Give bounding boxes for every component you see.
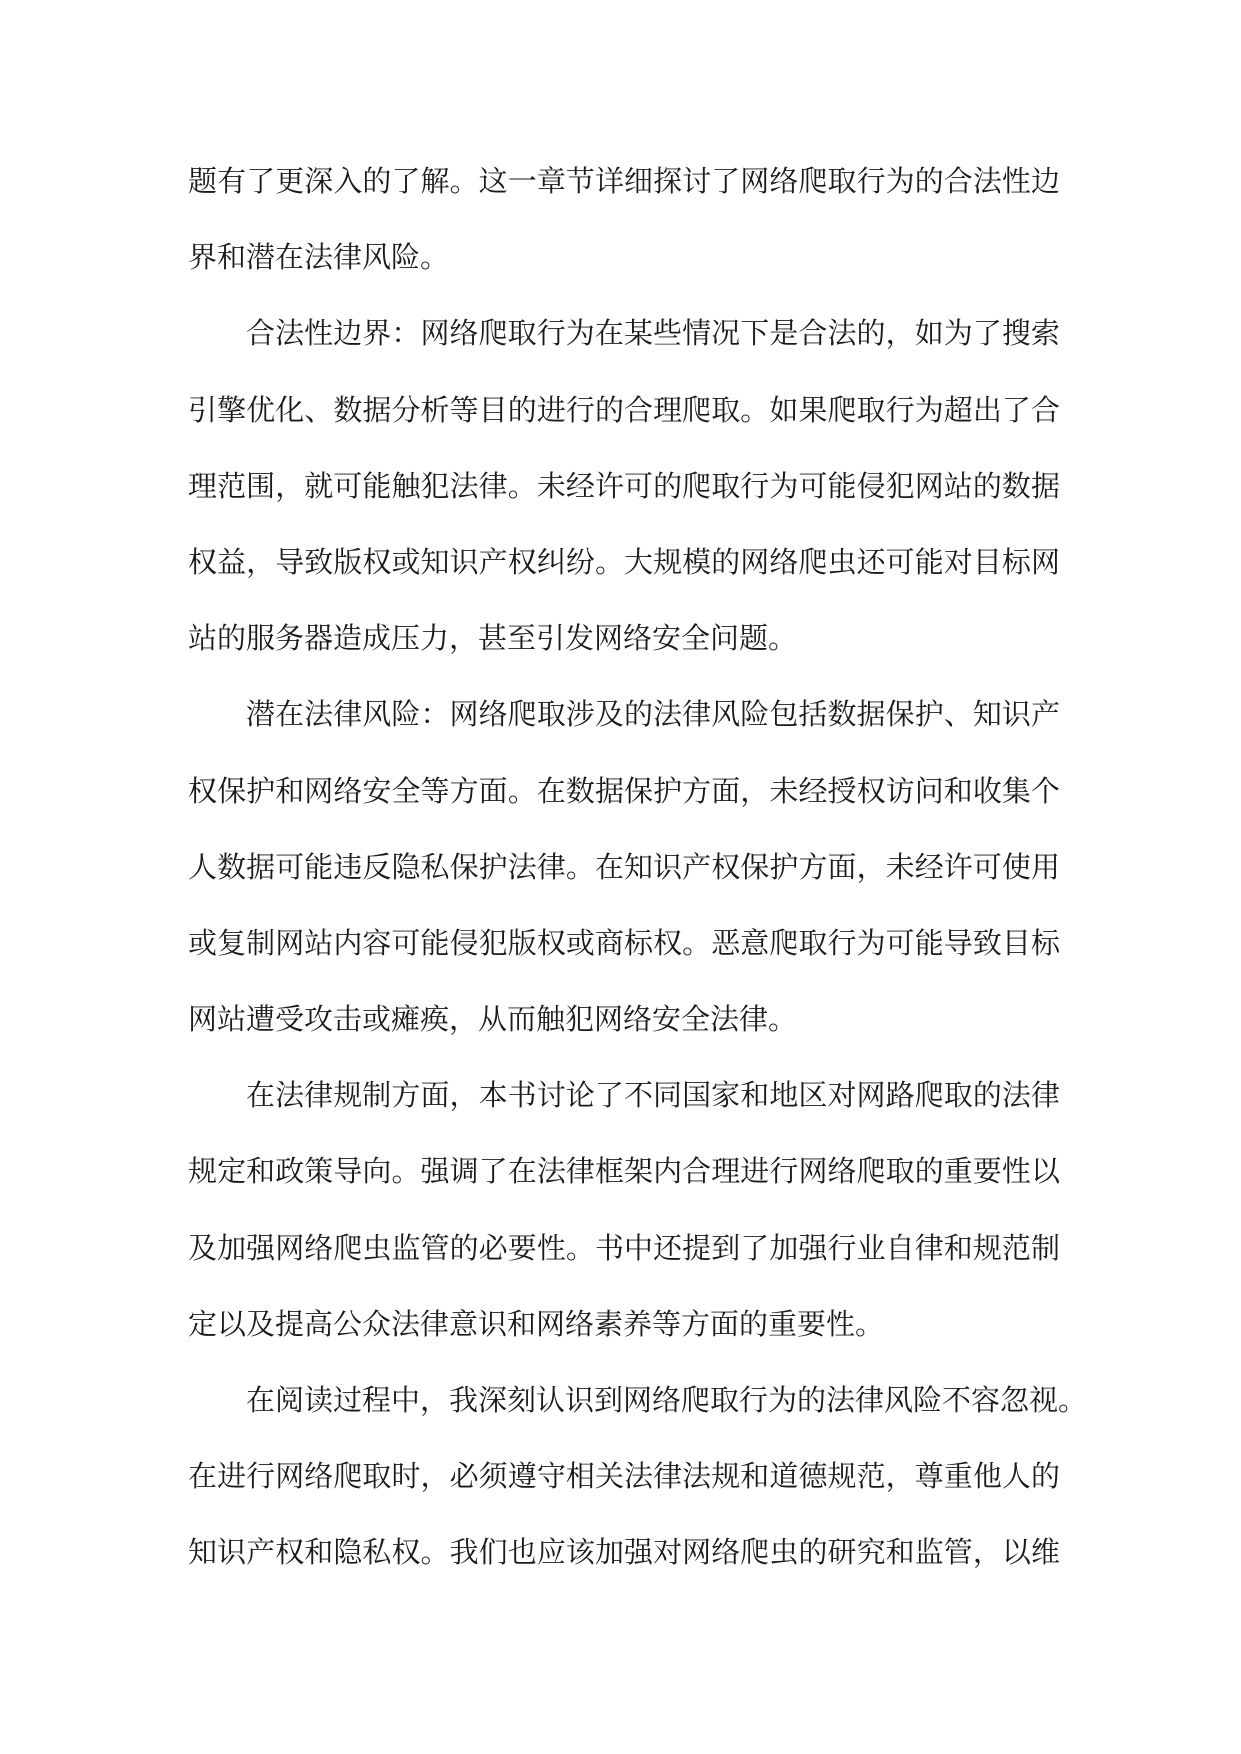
text-line: 潜在法律风险：网络爬取涉及的法律风险包括数据保护、知识产 xyxy=(246,697,1060,732)
text-line: 界和潜在法律风险。 xyxy=(188,240,450,275)
text-line: 定以及提高公众法律意识和网络素养等方面的重要性。 xyxy=(188,1306,885,1341)
text-line: 在法律规制方面，本书讨论了不同国家和地区对网路爬取的法律 xyxy=(246,1078,1060,1113)
text-line: 合法性边界：网络爬取行为在某些情况下是合法的，如为了搜索 xyxy=(246,316,1060,351)
text-line: 网站遭受攻击或瘫痪，从而触犯网络安全法律。 xyxy=(188,1002,798,1037)
text-line: 引擎优化、数据分析等目的进行的合理爬取。如果爬取行为超出了合 xyxy=(188,392,1060,427)
text-line: 权益，导致版权或知识产权纠纷。大规模的网络爬虫还可能对目标网 xyxy=(188,544,1060,579)
text-line: 题有了更深入的了解。这一章节详细探讨了网络爬取行为的合法性边 xyxy=(188,164,1060,198)
text-line: 人数据可能违反隐私保护法律。在知识产权保护方面，未经许可使用 xyxy=(188,849,1060,884)
text-line: 权保护和网络安全等方面。在数据保护方面，未经授权访问和收集个 xyxy=(188,773,1060,808)
text-line: 规定和政策导向。强调了在法律框架内合理进行网络爬取的重要性以 xyxy=(188,1154,1060,1189)
body-text xyxy=(188,143,1088,1591)
text-line: 知识产权和隐私权。我们也应该加强对网络爬虫的研究和监管，以维 xyxy=(188,1535,1060,1570)
text-line: 在进行网络爬取时，必须遵守相关法律法规和道德规范，尊重他人的 xyxy=(188,1459,1060,1494)
text-line: 及加强网络爬虫监管的必要性。书中还提到了加强行业自律和规范制 xyxy=(188,1230,1060,1265)
text-line: 理范围，就可能触犯法律。未经许可的爬取行为可能侵犯网站的数据 xyxy=(188,468,1060,503)
text-line: 或复制网站内容可能侵犯版权或商标权。恶意爬取行为可能导致目标 xyxy=(188,925,1060,960)
text-line: 站的服务器造成压力，甚至引发网络安全问题。 xyxy=(188,621,798,656)
text-line: 在阅读过程中，我深刻认识到网络爬取行为的法律风险不容忽视。 xyxy=(246,1383,1088,1417)
